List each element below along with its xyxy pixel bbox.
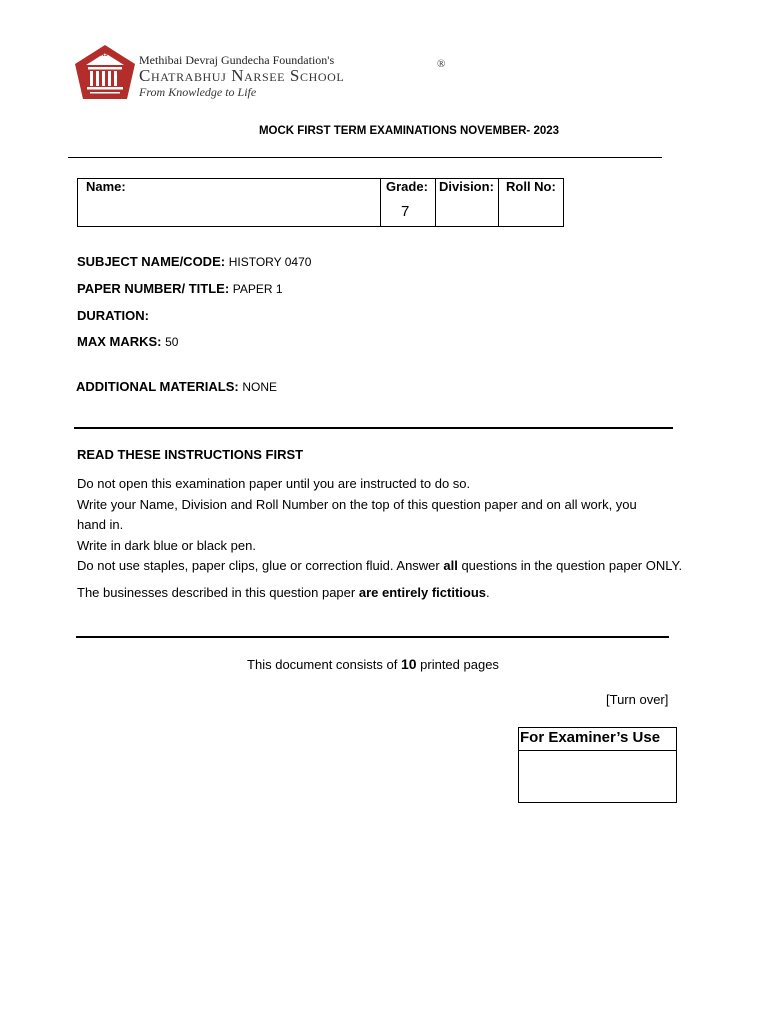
marks-field	[77, 334, 178, 349]
duration-label: DURATION:	[77, 308, 149, 323]
division-label: Division:	[439, 179, 494, 194]
foundation-name: Methibai Devraj Gundecha Foundation's	[139, 53, 335, 67]
instruction-line: The businesses described in this question paper are entirely fictitious.	[77, 584, 490, 600]
duration-field	[77, 308, 149, 323]
instructions-heading: READ THESE INSTRUCTIONS FIRST	[77, 447, 304, 462]
roll-label: Roll No:	[506, 179, 556, 194]
name-cell[interactable]	[78, 179, 381, 226]
examiner-use-box	[518, 727, 677, 803]
division-cell[interactable]	[436, 179, 499, 226]
materials-label: ADDITIONAL MATERIALS:	[76, 379, 239, 394]
instruction-line: Do not use staples, paper clips, glue or correction fluid. Answer all questions in the question paper ONLY.	[77, 558, 683, 573]
instructions-divider	[76, 636, 669, 638]
logo-initials: CNS	[97, 52, 108, 58]
title-divider	[68, 157, 662, 158]
paper-field	[77, 281, 283, 296]
grade-cell[interactable]	[381, 179, 436, 226]
student-details-table	[77, 178, 564, 227]
instructions-list	[77, 474, 702, 603]
registered-mark: ®	[437, 58, 446, 70]
paper-value: PAPER 1	[232, 282, 283, 296]
marks-label: MAX MARKS:	[77, 334, 162, 349]
subject-value: HISTORY 0470	[228, 255, 312, 269]
examiner-use-heading: For Examiner’s Use	[519, 728, 676, 751]
school-tagline: From Knowledge to Life	[139, 85, 257, 99]
instruction-line: Do not open this examination paper until you are instructed to do so.	[77, 476, 471, 491]
emphasis-all: all	[443, 558, 458, 573]
exam-title: MOCK FIRST TERM EXAMINATIONS NOVEMBER- 2023	[258, 125, 560, 137]
fields-divider	[74, 427, 673, 429]
subject-field	[77, 254, 311, 269]
name-label: Name:	[86, 179, 126, 194]
page-count: 10	[400, 656, 417, 672]
emphasis-fictitious: are entirely fictitious	[358, 584, 486, 600]
turn-over-note: [Turn over]	[606, 692, 669, 707]
marks-value: 50	[165, 335, 179, 349]
school-name: Chatrabhuj Narsee School	[139, 66, 345, 85]
materials-value: NONE	[242, 380, 278, 394]
paper-label: PAPER NUMBER/ TITLE:	[77, 281, 230, 296]
page-count-note: This document consists of 10 printed pages	[247, 656, 499, 672]
roll-cell[interactable]	[499, 179, 562, 226]
grade-label: Grade:	[386, 179, 428, 194]
materials-field	[76, 379, 277, 394]
instruction-line: Write in dark blue or black pen.	[77, 537, 256, 553]
instruction-line: Write your Name, Division and Roll Number on the top of this question paper and on all work, you hand in.	[77, 496, 637, 532]
grade-value: 7	[401, 203, 410, 220]
subject-label: SUBJECT NAME/CODE:	[77, 254, 226, 269]
